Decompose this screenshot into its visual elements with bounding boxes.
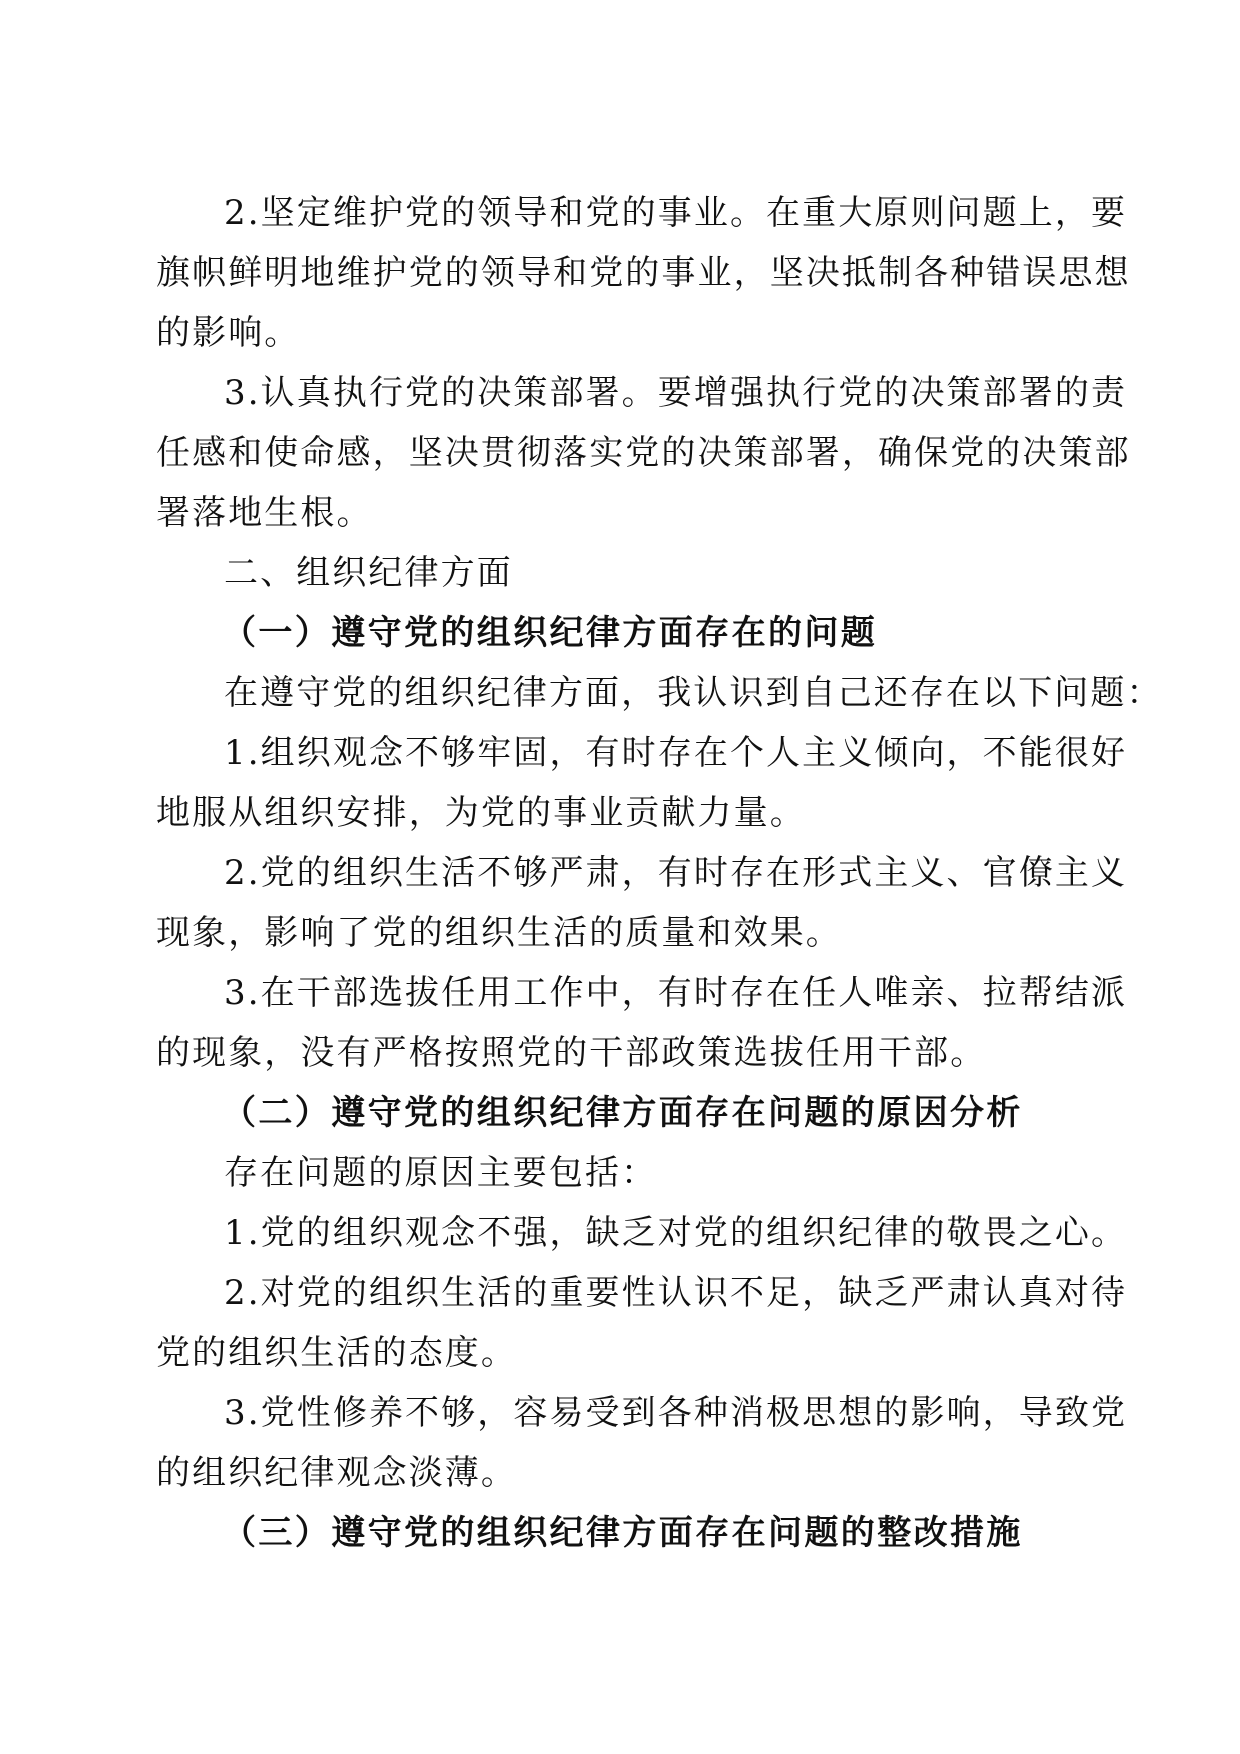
paragraph-line: 的现象，没有严格按照党的干部政策选拔任用干部。 — [156, 1033, 987, 1073]
paragraph-line: 任感和使命感，坚决贯彻落实党的决策部署，确保党的决策部 — [156, 433, 1131, 473]
section-heading: 二、组织纪律方面 — [224, 553, 513, 593]
subsection-heading: （二）遵守党的组织纪律方面存在问题的原因分析 — [222, 1093, 1023, 1133]
paragraph-line: 的影响。 — [156, 313, 301, 353]
paragraph-line: 3.认真执行党的决策部署。要增强执行党的决策部署的责 — [224, 373, 1128, 413]
paragraph-line: 存在问题的原因主要包括： — [224, 1153, 658, 1193]
paragraph-line: 2.对党的组织生活的重要性认识不足，缺乏严肃认真对待 — [224, 1273, 1128, 1313]
subsection-heading: （一）遵守党的组织纪律方面存在的问题 — [222, 613, 878, 653]
paragraph-line: 的组织纪律观念淡薄。 — [156, 1453, 517, 1493]
paragraph-line: 2.坚定维护党的领导和党的事业。在重大原则问题上，要 — [224, 193, 1128, 233]
paragraph-line: 3.党性修养不够，容易受到各种消极思想的影响，导致党 — [224, 1393, 1128, 1433]
paragraph-line: 现象，影响了党的组织生活的质量和效果。 — [156, 913, 842, 953]
subsection-heading: （三）遵守党的组织纪律方面存在问题的整改措施 — [222, 1513, 1023, 1553]
paragraph-line: 党的组织生活的态度。 — [156, 1333, 517, 1373]
paragraph-line: 旗帜鲜明地维护党的领导和党的事业，坚决抵制各种错误思想 — [156, 253, 1131, 293]
paragraph-line: 1.党的组织观念不强，缺乏对党的组织纪律的敬畏之心。 — [224, 1213, 1128, 1253]
paragraph-line: 2.党的组织生活不够严肃，有时存在形式主义、官僚主义 — [224, 853, 1128, 893]
paragraph-line: 在遵守党的组织纪律方面，我认识到自己还存在以下问题： — [224, 673, 1163, 713]
paragraph-line: 3.在干部选拔任用工作中，有时存在任人唯亲、拉帮结派 — [224, 973, 1128, 1013]
paragraph-line: 地服从组织安排，为党的事业贡献力量。 — [156, 793, 806, 833]
paragraph-line: 署落地生根。 — [156, 493, 373, 533]
paragraph-line: 1.组织观念不够牢固，有时存在个人主义倾向，不能很好 — [224, 733, 1128, 773]
